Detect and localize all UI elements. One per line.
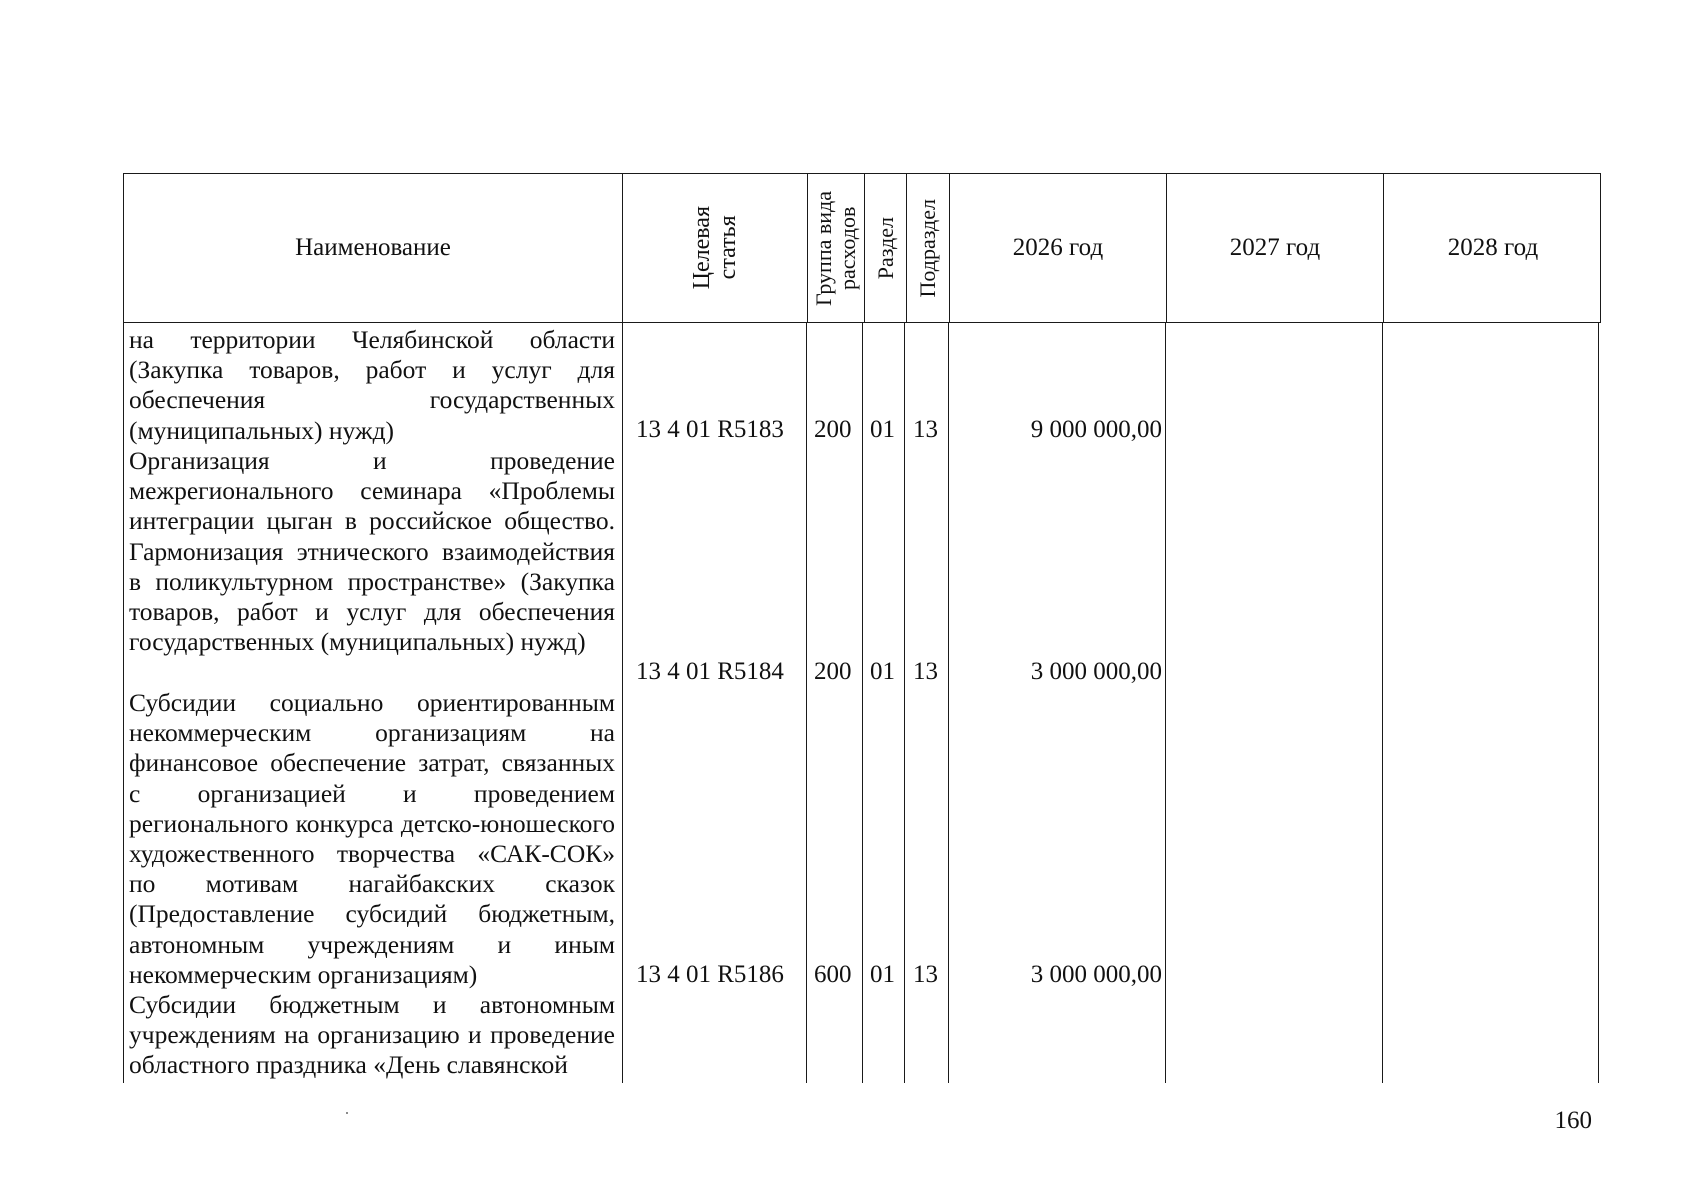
row-subsection: 13 [913, 961, 938, 988]
header-year-2027 [1167, 174, 1384, 322]
row-target-article: 13 4 01 R5184 [636, 658, 784, 685]
header-year-2027-label: 2027 год [1229, 234, 1321, 261]
scan-speck [346, 1112, 348, 1114]
column-rule [1165, 323, 1166, 1083]
header-subsection-label: Подраздел [915, 198, 940, 298]
row-description: Организация и проведение межрегионального семинара «Проблемы интеграции цыган в российское общество. Гармонизация этнического взаимодействия в поликультурном пространстве» (Закупка товаров, работ и услуг для обеспечения государственных (муниципальных) нужд) [129, 446, 615, 657]
row-amount-2026: 3 000 000,00 [1030, 961, 1162, 988]
row-expense-group: 200 [814, 658, 852, 685]
header-target-article [623, 174, 808, 322]
header-section-label: Раздел [872, 216, 898, 280]
header-section [865, 174, 907, 322]
column-rule [862, 323, 863, 1083]
row-description: на территории Челябинской области (Закупка товаров, работ и услуг для обеспечения государственных (муниципальных) нужд) [129, 325, 615, 445]
header-year-2028 [1384, 174, 1602, 322]
header-year-2026 [950, 174, 1167, 322]
column-rule [948, 323, 949, 1083]
header-expense-group-label: Группа вида расходов [811, 190, 860, 306]
row-expense-group: 600 [814, 961, 852, 988]
column-rule [904, 323, 905, 1083]
column-rule [806, 323, 807, 1083]
row-description: Субсидии социально ориентированным некоммерческим организациям на финансовое обеспечение затрат, связанных с организацией и проведением регионального конкурса детско-юношеского художественного творчества «САК-СОК» по мотивам нагайбакских сказок (Предоставление субсидий бюджетным, автономным учреждениям и иным некоммерческим организациям) [129, 688, 615, 989]
table-header [123, 173, 1601, 323]
row-subsection: 13 [913, 416, 938, 443]
column-rule [1382, 323, 1383, 1083]
header-year-2028-label: 2028 год [1447, 234, 1539, 261]
row-amount-2026: 3 000 000,00 [1030, 658, 1162, 685]
column-rule [1598, 323, 1599, 1083]
row-description: Субсидии бюджетным и автономным учреждениям на организацию и проведение областного праздника «День славянской [129, 990, 615, 1080]
header-expense-group [808, 174, 865, 322]
row-section: 01 [870, 416, 895, 443]
header-target-article-label: Целевая статья [689, 206, 741, 290]
header-year-2026-label: 2026 год [1012, 234, 1104, 261]
header-name [124, 174, 623, 322]
row-section: 01 [870, 961, 895, 988]
page-number: 160 [1554, 1107, 1592, 1134]
header-subsection [907, 174, 950, 322]
row-expense-group: 200 [814, 416, 852, 443]
row-subsection: 13 [913, 658, 938, 685]
row-section: 01 [870, 658, 895, 685]
column-rule [123, 323, 124, 1083]
column-rule [622, 323, 623, 1083]
row-amount-2026: 9 000 000,00 [1030, 416, 1162, 443]
header-name-label: Наименование [295, 234, 451, 261]
row-target-article: 13 4 01 R5186 [636, 961, 784, 988]
row-target-article: 13 4 01 R5183 [636, 416, 784, 443]
